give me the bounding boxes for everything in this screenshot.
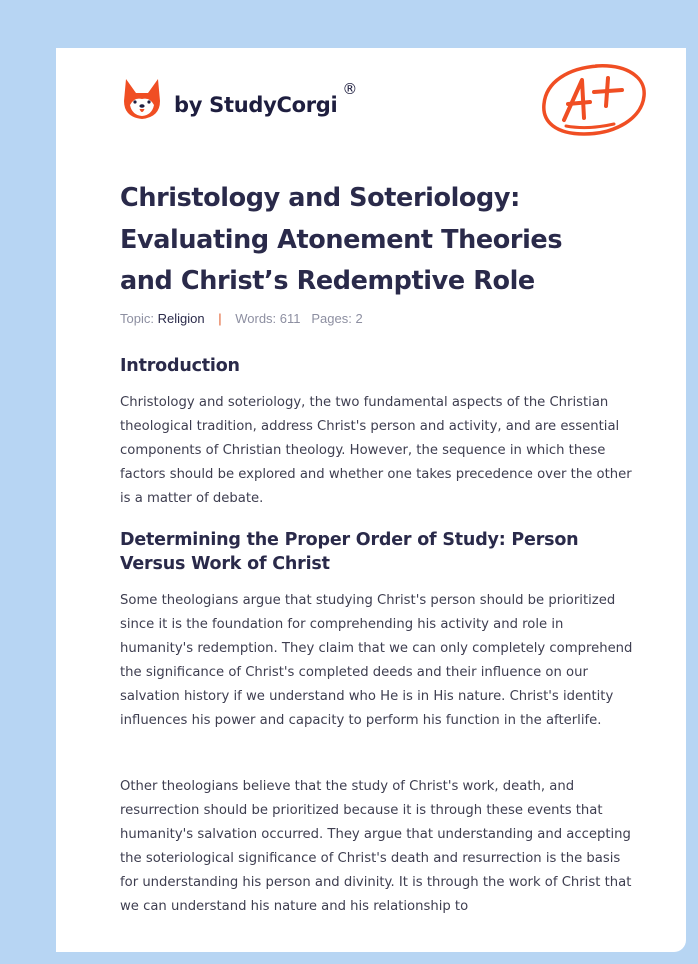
a-plus-grade-icon	[538, 58, 650, 142]
body-paragraph-2: Other theologians believe that the study of Christ's work, death, and resurrection should be prioritized because it is through these events that humanity's salvation occurred. They argue that understanding and accepting the soteriological significance of Christ's death and resurrection is the basis for understanding his person and divinity. It is through the work of Christ that we can understand his nature and his relationship to	[120, 779, 632, 914]
corgi-icon	[122, 77, 162, 121]
pages-label: Pages:	[311, 311, 352, 326]
logo-text: by StudyCorgi	[174, 93, 338, 117]
article-meta	[120, 311, 363, 326]
registered-mark: ®	[342, 80, 358, 98]
studycorgi-logo[interactable]	[122, 76, 357, 122]
body-paragraph-1: Some theologians argue that studying Christ's person should be prioritized since it is the foundation for comprehending his activity and role in humanity's redemption. They claim that we can only completely comprehend the significance of Christ's completed deeds and their influence on our salvation history if we understand who He is in His nature. Christ's identity influences his power and capacity to perform his function in the afterlife.	[120, 593, 633, 728]
topic-label: Topic:	[120, 311, 154, 326]
intro-paragraph: Christology and soteriology, the two fundamental aspects of the Christian theological tradition, address Christ's person and activity, and are essential components of Christian theology. However, the sequence in which these factors should be explored and whether one takes precedence over the other is a matter of debate.	[120, 395, 632, 506]
pages-count: 2	[355, 311, 363, 326]
words-count: 611	[279, 311, 301, 326]
words-label: Words:	[235, 311, 277, 326]
section-heading-introduction: Introduction	[120, 356, 240, 376]
document-card	[56, 48, 686, 952]
meta-separator: |	[218, 311, 222, 326]
section-heading-order-of-study: Determining the Proper Order of Study: Person Versus Work of Christ	[120, 530, 579, 574]
topic-link[interactable]: Religion	[157, 311, 205, 326]
page-title: Christology and Soteriology: Evaluating Atonement Theories and Christ’s Redemptive Role	[120, 183, 563, 296]
